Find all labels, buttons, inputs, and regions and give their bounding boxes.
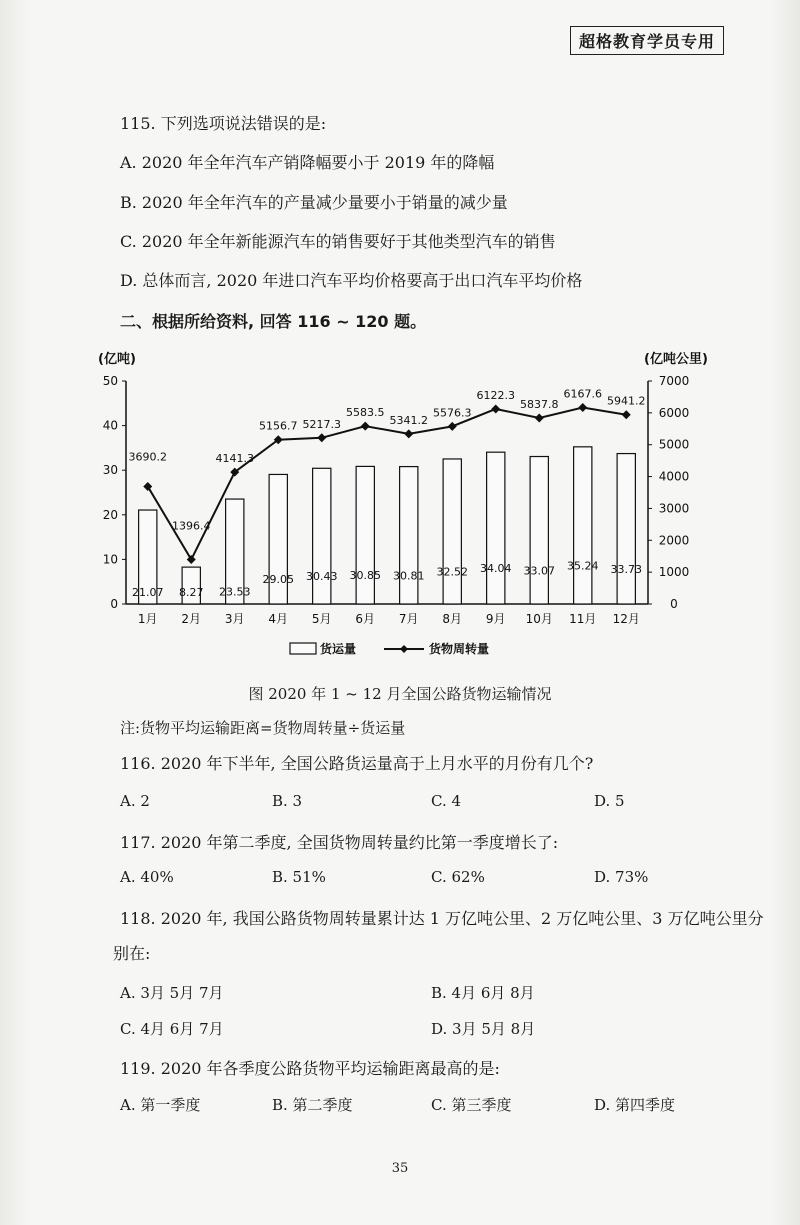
legend-line-marker [400, 645, 408, 653]
bar [400, 467, 418, 604]
line-point [622, 410, 631, 419]
line-value-label: 5156.7 [259, 419, 298, 433]
bar-value-label: 23.53 [219, 585, 251, 599]
right-tick-label: 5000 [658, 437, 690, 452]
line-point [448, 422, 457, 431]
bar-value-label: 30.85 [349, 569, 381, 583]
bar-value-label: 21.07 [132, 586, 164, 599]
category-label: 5月 [311, 612, 332, 626]
section-heading: 二、根据所给资料, 回答 116 ~ 120 题。 [120, 312, 427, 331]
category-label: 10月 [525, 612, 553, 626]
question-118-option-b: B. 4月 6月 8月 [431, 984, 535, 1002]
line-point [187, 555, 196, 564]
question-117-option-d: D. 73% [594, 868, 649, 886]
bar [487, 452, 505, 604]
line-value-label: 5583.5 [346, 406, 385, 420]
question-115-option-b: B. 2020 年全年汽车的产量减少量要小于销量的减少量 [120, 193, 508, 212]
bar [530, 457, 548, 604]
line-value-label: 5576.3 [433, 406, 472, 420]
bar [313, 468, 331, 604]
category-label: 1月 [137, 612, 158, 626]
question-115-option-a: A. 2020 年全年汽车产销降幅要小于 2019 年的降幅 [120, 153, 495, 172]
bar [356, 466, 374, 604]
line-point [404, 429, 413, 438]
bar-value-label: 35.24 [567, 559, 599, 573]
left-tick-label: 0 [110, 597, 118, 611]
line-value-label: 5837.8 [520, 398, 559, 412]
left-tick-label: 20 [102, 507, 118, 522]
bar [574, 447, 592, 604]
bar-value-label: 33.07 [523, 564, 555, 578]
question-119-option-a: A. 第一季度 [120, 1096, 201, 1114]
category-label: 9月 [485, 612, 506, 626]
bar-value-label: 33.73 [610, 562, 642, 576]
legend-bar-label: 货运量 [320, 642, 357, 656]
line-point [535, 414, 544, 423]
left-tick-label: 30 [102, 463, 118, 478]
category-label: 4月 [268, 612, 289, 626]
question-119-option-d: D. 第四季度 [594, 1096, 676, 1114]
bar [443, 459, 461, 604]
question-115-stem: 115. 下列选项说法错误的是: [120, 114, 327, 133]
line-point [491, 404, 500, 413]
category-label: 3月 [224, 612, 245, 626]
question-118-option-c: C. 4月 6月 7月 [120, 1020, 224, 1038]
bar [617, 454, 635, 604]
category-label: 6月 [355, 612, 376, 626]
question-119-option-b: B. 第二季度 [272, 1096, 353, 1114]
question-118-stem-line2: 别在: [113, 944, 151, 963]
freight-chart [0, 340, 800, 670]
legend-line-label: 货物周转量 [429, 642, 490, 656]
line-point [143, 482, 152, 491]
question-117-stem: 117. 2020 年第二季度, 全国货物周转量约比第一季度增长了: [120, 833, 559, 852]
right-tick-label: 3000 [658, 501, 690, 516]
bar-value-label: 29.05 [262, 573, 294, 587]
line-series [148, 408, 627, 560]
question-116-stem: 116. 2020 年下半年, 全国公路货运量高于上月水平的月份有几个? [120, 754, 594, 773]
line-point [578, 403, 587, 412]
right-tick-label: 0 [670, 597, 678, 611]
question-117-option-b: B. 51% [272, 868, 326, 886]
category-label: 2月 [181, 612, 202, 626]
category-label: 7月 [398, 612, 419, 626]
chart-note: 注:货物平均运输距离=货物周转量÷货运量 [120, 719, 406, 737]
bar-value-label: 30.43 [306, 570, 338, 584]
right-tick-label: 4000 [658, 469, 690, 484]
right-tick-label: 2000 [658, 533, 690, 548]
line-point [361, 422, 370, 431]
line-value-label: 5341.2 [389, 413, 428, 427]
bar-value-label: 34.04 [480, 562, 512, 576]
right-axis-unit: (亿吨公里) [644, 352, 708, 367]
chart-caption: 图 2020 年 1 ~ 12 月全国公路货物运输情况 [248, 685, 552, 703]
left-tick-label: 40 [102, 418, 118, 433]
page-number: 35 [391, 1161, 409, 1176]
question-119-option-c: C. 第三季度 [431, 1096, 512, 1114]
bar-value-label: 32.52 [436, 565, 468, 579]
line-point [317, 433, 326, 442]
question-117-option-a: A. 40% [120, 868, 174, 886]
left-tick-label: 50 [102, 374, 118, 388]
line-value-label: 3690.2 [128, 450, 167, 464]
line-value-label: 5941.2 [607, 394, 646, 408]
question-119-stem: 119. 2020 年各季度公路货物平均运输距离最高的是: [120, 1059, 500, 1078]
left-axis-unit: (亿吨) [98, 352, 136, 367]
question-116-option-a: A. 2 [120, 792, 150, 810]
right-tick-label: 6000 [658, 405, 690, 420]
line-value-label: 5217.3 [302, 417, 341, 431]
right-tick-label: 1000 [658, 565, 690, 580]
question-117-option-c: C. 62% [431, 868, 485, 886]
question-116-option-d: D. 5 [594, 792, 625, 810]
category-label: 12月 [612, 612, 640, 626]
line-value-label: 1396.4 [172, 519, 211, 533]
category-label: 8月 [442, 612, 463, 626]
bar-value-label: 30.81 [393, 569, 425, 583]
right-tick-label: 7000 [658, 374, 690, 388]
question-116-option-b: B. 3 [272, 792, 303, 810]
line-value-label: 6122.3 [476, 388, 515, 402]
category-label: 11月 [569, 612, 597, 626]
question-118-option-d: D. 3月 5月 8月 [431, 1020, 536, 1038]
line-value-label: 4141.3 [215, 452, 254, 466]
question-115-option-d: D. 总体而言, 2020 年进口汽车平均价格要高于出口汽车平均价格 [120, 271, 583, 290]
left-tick-label: 10 [102, 552, 118, 567]
header-stamp: 超格教育学员专用 [570, 26, 724, 55]
legend-bar-swatch [290, 643, 316, 654]
question-116-option-c: C. 4 [431, 792, 462, 810]
question-118-option-a: A. 3月 5月 7月 [120, 984, 224, 1002]
question-118-stem-line1: 118. 2020 年, 我国公路货物周转量累计达 1 万亿吨公里、2 万亿吨公里、3 万亿吨公里分 [120, 909, 764, 928]
bar-value-label: 8.27 [179, 586, 204, 599]
line-value-label: 6167.6 [563, 387, 602, 401]
question-115-option-c: C. 2020 年全年新能源汽车的销售要好于其他类型汽车的销售 [120, 232, 556, 251]
